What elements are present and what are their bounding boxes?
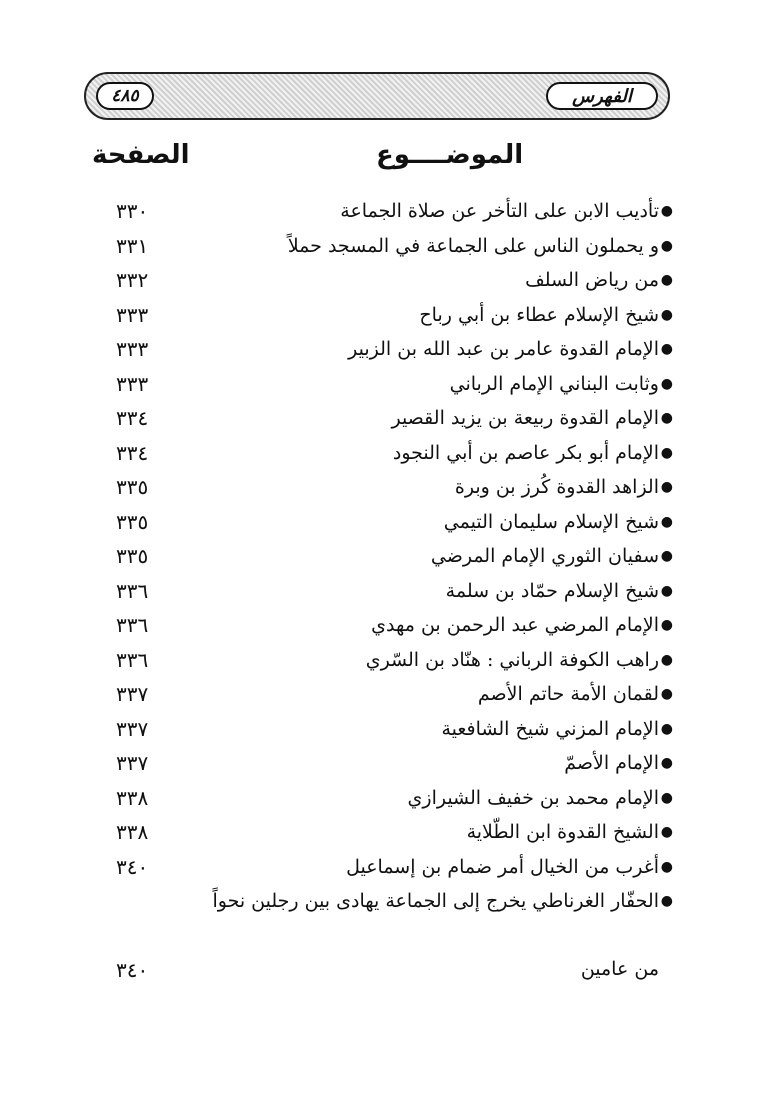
entry-title: الحفّار الغرناطي يخرج إلى الجماعة يهادى بين رجلين نحواً — [212, 890, 659, 912]
index-entry — [0, 229, 763, 264]
entry-page-number: ٣٣١ — [116, 233, 149, 258]
bullet-icon: ● — [660, 272, 673, 288]
entry-page-number: ٣٣٥ — [116, 475, 149, 499]
bullet-icon: ● — [660, 203, 673, 219]
bullet-icon: ● — [660, 513, 673, 530]
entry-page-number: ٣٣٧ — [116, 716, 149, 741]
bullet-icon: ● — [660, 375, 673, 392]
index-entry — [0, 746, 763, 781]
entry-page-number: ٣٣٧ — [116, 751, 149, 775]
entry-title: الزاهد القدوة كُرز بن وبرة — [454, 476, 659, 498]
entry-title: لقمان الأمة حاتم الأصم — [477, 683, 659, 705]
entry-title: الإمام محمد بن خفيف الشيرازي — [407, 786, 659, 809]
entry-page-number: ٣٣٥ — [116, 544, 149, 568]
index-entry — [0, 505, 763, 540]
bullet-icon: ● — [660, 237, 673, 254]
index-entry — [0, 263, 763, 298]
continuation-text: من عامين — [580, 958, 659, 980]
bullet-icon: ● — [660, 341, 673, 357]
index-entry — [0, 574, 763, 609]
entry-page-number: ٣٣٤ — [116, 440, 149, 465]
bullet-icon: ● — [660, 582, 673, 599]
entry-page-number: ٣٣٢ — [116, 268, 149, 292]
index-entry — [0, 608, 763, 643]
entry-title: أغرب من الخيال أمر ضمام بن إسماعيل — [346, 855, 659, 878]
entry-page-number: ٣٣٠ — [116, 199, 149, 223]
continuation-page: ٣٤٠ — [116, 958, 149, 982]
section-title: الفهرس — [546, 82, 658, 110]
bullet-icon: ● — [660, 755, 673, 771]
index-entry — [0, 298, 763, 333]
index-entry — [0, 470, 763, 505]
bullet-icon: ● — [660, 306, 673, 323]
bullet-icon: ● — [660, 858, 673, 875]
index-entry — [0, 194, 763, 229]
index-entry — [0, 884, 763, 919]
entry-title: الإمام المرضي عبد الرحمن بن مهدي — [371, 614, 659, 636]
entry-title: تأديب الابن على التأخر عن صلاة الجماعة — [340, 200, 659, 222]
entry-title: شيخ الإسلام حمّاد بن سلمة — [445, 579, 659, 602]
bullet-icon: ● — [660, 444, 673, 461]
entry-page-number: ٣٤٠ — [116, 854, 149, 879]
page-column-heading: الصفحة — [92, 140, 190, 170]
entry-title: و يحملون الناس على الجماعة في المسجد حملاً — [287, 234, 659, 257]
bullet-icon: ● — [660, 479, 673, 495]
entry-title: من رياض السلف — [525, 269, 659, 291]
entry-page-number: ٣٣٦ — [116, 647, 149, 672]
entry-title: الإمام الأصمّ — [564, 752, 659, 774]
entry-title: وثابت البناني الإمام الرباني — [449, 372, 659, 395]
index-entry — [0, 401, 763, 436]
bullet-icon: ● — [660, 824, 673, 840]
entry-title: الإمام أبو بكر عاصم بن أبي النجود — [392, 441, 659, 464]
entry-page-number: ٣٣٣ — [116, 337, 149, 361]
index-entry — [0, 850, 763, 885]
bullet-icon: ● — [660, 410, 673, 426]
entry-title: الشيخ القدوة ابن الطّلاية — [466, 821, 659, 843]
bullet-icon: ● — [660, 651, 673, 668]
index-entry — [0, 677, 763, 712]
index-entry — [0, 436, 763, 471]
entry-page-number: ٣٣٥ — [116, 509, 149, 534]
entry-title: راهب الكوفة الرباني : هنّاد بن السّري — [365, 648, 659, 671]
entry-title: الإمام القدوة ربيعة بن يزيد القصير — [391, 407, 659, 429]
index-entry — [0, 539, 763, 574]
entry-page-number: ٣٣٧ — [116, 682, 149, 706]
index-entry — [0, 781, 763, 816]
entry-page-number: ٣٣٦ — [116, 578, 149, 603]
entry-page-number: ٣٣٤ — [116, 406, 149, 430]
entry-page-number: ٣٣٨ — [116, 820, 149, 844]
bullet-icon: ● — [660, 617, 673, 633]
bullet-icon: ● — [660, 686, 673, 702]
page-header-band — [84, 72, 670, 120]
entry-page-number: ٣٣٣ — [116, 371, 149, 396]
index-list — [0, 194, 763, 919]
index-entry — [0, 815, 763, 850]
subject-column-heading: الموضــــوع — [376, 140, 524, 170]
entry-page-number: ٣٣٣ — [116, 302, 149, 327]
entry-title: سفيان الثوري الإمام المرضي — [430, 545, 659, 567]
bullet-icon: ● — [660, 548, 673, 564]
index-entry — [0, 367, 763, 402]
entry-title: الإمام القدوة عامر بن عبد الله بن الزبير — [348, 338, 659, 360]
bullet-icon: ● — [660, 893, 673, 909]
index-entry — [0, 712, 763, 747]
entry-title: الإمام المزني شيخ الشافعية — [441, 717, 659, 740]
page-number: ٤٨٥ — [96, 82, 154, 110]
index-entry — [0, 643, 763, 678]
bullet-icon: ● — [660, 720, 673, 737]
index-entry — [0, 332, 763, 367]
entry-title: شيخ الإسلام عطاء بن أبي رباح — [419, 303, 659, 326]
entry-page-number: ٣٣٨ — [116, 785, 149, 810]
entry-title: شيخ الإسلام سليمان التيمي — [443, 510, 659, 533]
bullet-icon: ● — [660, 789, 673, 806]
entry-page-number: ٣٣٦ — [116, 613, 149, 637]
